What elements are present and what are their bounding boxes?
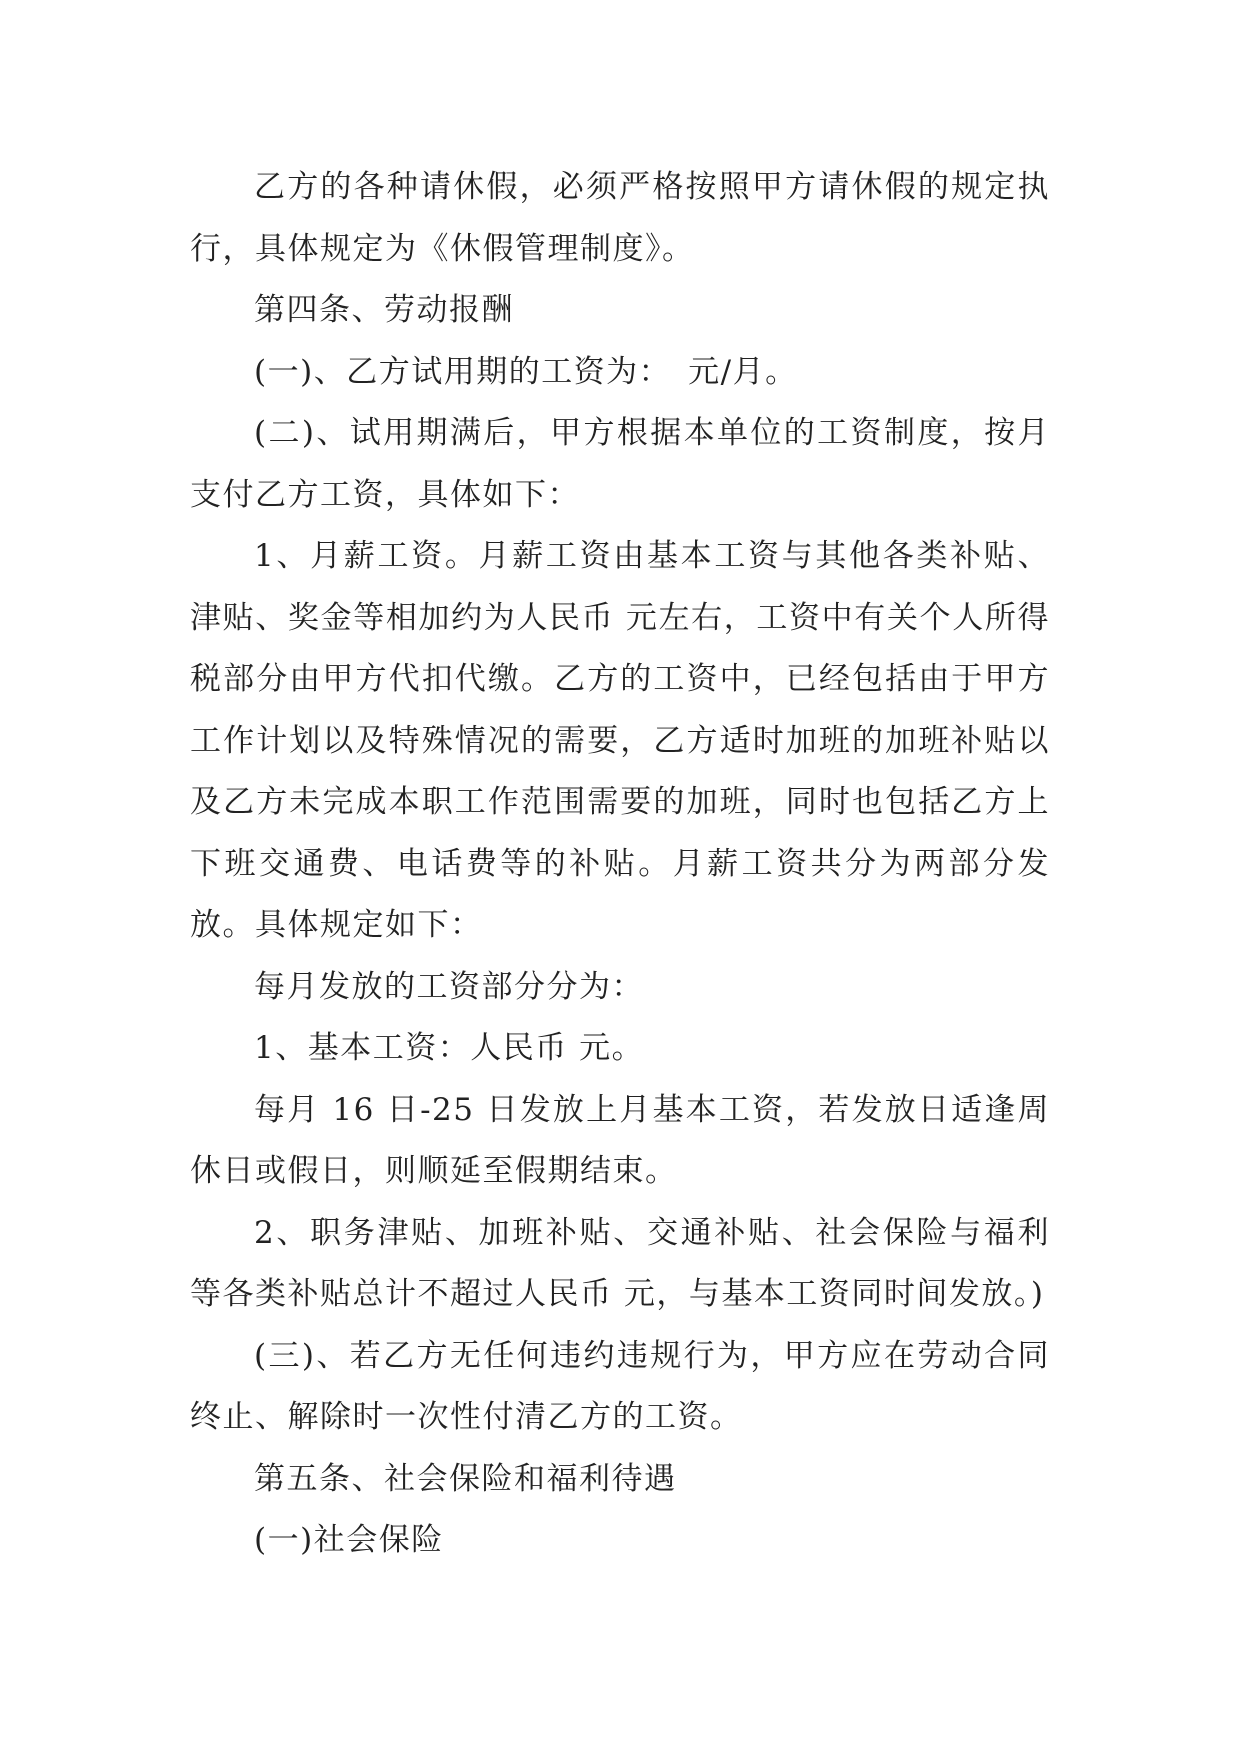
heading-social-insurance: (一)社会保险 xyxy=(254,1522,444,1558)
paragraph-base-salary: 1、基本工资：人民币 元。 xyxy=(254,1030,645,1066)
document-body xyxy=(190,157,1050,1572)
paragraph-payment-date: 每月 16 日-25 日发放上月基本工资，若发放日适逢周休日或假日，则顺延至假期结束。 xyxy=(190,1091,1050,1189)
paragraph-allowances: 2、职务津贴、加班补贴、交通补贴、社会保险与福利等各类补贴总计不超过人民币 元，与基本工资同时间发放。) xyxy=(190,1214,1050,1312)
paragraph-leave-rules: 乙方的各种请休假，必须严格按照甲方请休假的规定执行，具体规定为《休假管理制度》。 xyxy=(190,169,1050,267)
heading-article-5: 第五条、社会保险和福利待遇 xyxy=(254,1460,677,1497)
paragraph-monthly-salary: 1、月薪工资。月薪工资由基本工资与其他各类补贴、津贴、奖金等相加约为人民币 元左右，工资中有关个人所得税部分由甲方代扣代缴。乙方的工资中，已经包括由于甲方工作计划以及特殊情况的需要，乙方适时加班的加班补贴以及乙方未完成本职工作范围需要的加班，同时也包括乙方上下班交通费、电话费等的补贴。月薪工资共分为两部分发放。具体规定如下： xyxy=(190,538,1050,943)
heading-article-4: 第四条、劳动报酬 xyxy=(254,292,514,328)
paragraph-monthly-parts: 每月发放的工资部分分为： xyxy=(254,968,644,1005)
paragraph-probation-salary: (一)、乙方试用期的工资为： 元/月。 xyxy=(254,353,798,390)
paragraph-final-payment: (三)、若乙方无任何违约违规行为，甲方应在劳动合同终止、解除时一次性付清乙方的工资。 xyxy=(190,1337,1050,1435)
paragraph-post-probation: (二)、试用期满后，甲方根据本单位的工资制度，按月支付乙方工资，具体如下： xyxy=(190,415,1050,513)
